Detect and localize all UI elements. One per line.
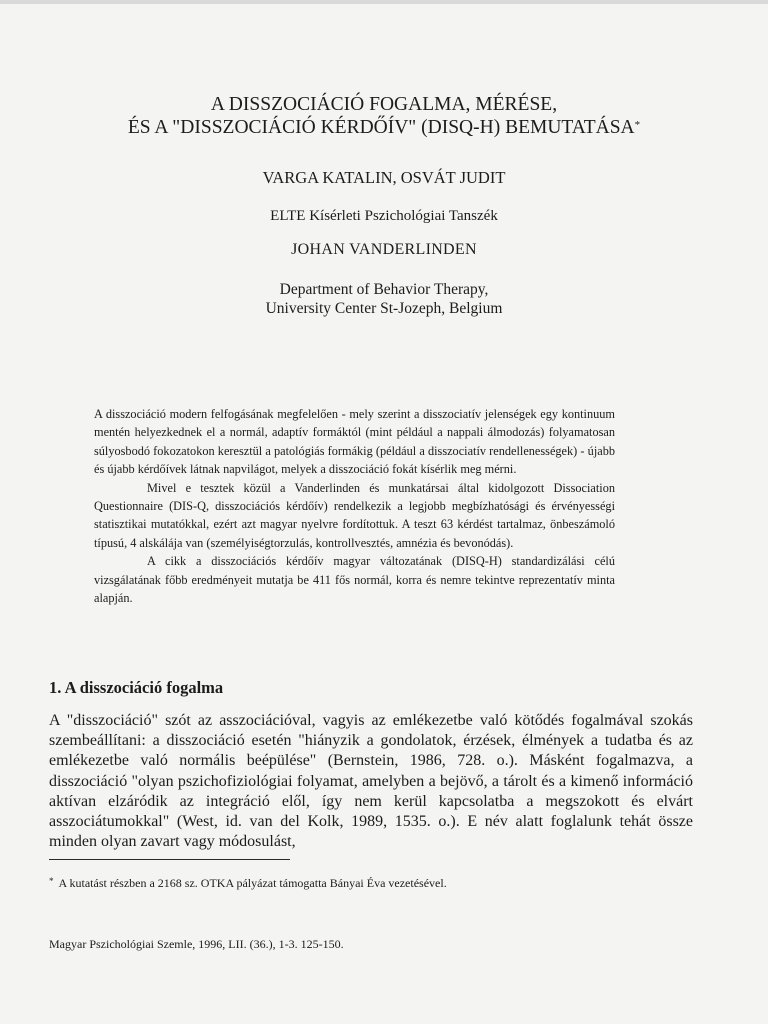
title-line-1: A DISSZOCIÁCIÓ FOGALMA, MÉRÉSE, bbox=[210, 94, 558, 115]
title-footnote-mark: * bbox=[634, 119, 641, 131]
abstract-paragraph-1: A disszociáció modern felfogásának megfelelően - mely szerint a disszociatív jelenségek egy kontinuum mentén helyezkednek el a normál, adaptív formáktól (mint például a nappali álmodozás) folyamatosan súlyosbodó fokozatokon keresztül a patológiás formákig (például a disszociatív rendellenességek) - újabb és újabb kérdőívek látnak napvilágot, melyek a disszociáció fokát kísérlik meg mérni. bbox=[94, 407, 615, 477]
authors-secondary: JOHAN VANDERLINDEN bbox=[291, 241, 477, 258]
abstract bbox=[94, 405, 615, 607]
institution-primary: ELTE Kísérleti Pszichológiai Tanszék bbox=[270, 208, 498, 224]
institution-secondary-line-2: University Center St-Jozeph, Belgium bbox=[265, 300, 503, 317]
journal-reference: Magyar Pszichológiai Szemle, 1996, LII. (36.), 1-3. 125-150. bbox=[49, 937, 344, 951]
title-line-2-text: ÉS A "DISSZOCIÁCIÓ KÉRDŐÍV" (DISQ-H) BEMUTATÁSA bbox=[127, 117, 635, 138]
footnote bbox=[49, 876, 447, 891]
page-top-border bbox=[0, 0, 768, 4]
abstract-paragraph-3: A cikk a disszociációs kérdőív magyar változatának (DISQ-H) standardizálási célú vizsgálatának főbb eredményeit mutatja be 411 fős normál, korra és nemre tekintve reprezentatív minta alapján. bbox=[94, 554, 615, 606]
section-heading: 1. A disszociáció fogalma bbox=[49, 678, 224, 697]
article-title bbox=[40, 93, 728, 139]
body-paragraph: A "disszociáció" szót az asszociációval, vagyis az emlékezetbe való kötődés fogalmával szokás szembeállítani: a disszociáció esetén "hiányzik a gondolatok, érzések, élmények a tudatba és az emlékezetbe való normális beépülése" (Bernstein, 1986, 728. o.). Másként fogalmazva, a disszociáció "olyan pszichofiziológiai folyamat, amelyben a bejövő, a tárolt és a kimenő információ aktívan elzáródik az integráció elől, így nem kerül kapcsolatba a megszokott és elvárt asszociátumokkal" (West, id. van del Kolk, 1989, 1535. o.). E név alatt foglalunk tehát össze minden olyan zavart vagy módosulást, bbox=[49, 712, 693, 851]
abstract-paragraph-2: Mivel e tesztek közül a Vanderlinden és munkatársai által kidolgozott Dissociation Questionnaire (DIS-Q, disszociációs kérdőív) rendelkezik a legjobb megbízhatósági és érvényességi statisztikai mutatókkal, ezért azt magyar nyelvre fordítottuk. A teszt 63 kérdést tartalmaz, önbeszámoló típusú, 4 alskálája van (személyiségtorzulás, kontrollvesztés, amnézia és bevonódás). bbox=[94, 480, 615, 550]
title-line-2 bbox=[40, 116, 728, 139]
footnote-text: A kutatást részben a 2168 sz. OTKA pályázat támogatta Bányai Éva vezetésével. bbox=[58, 876, 447, 890]
footnote-divider bbox=[49, 859, 290, 860]
footnote-mark: * bbox=[49, 876, 54, 886]
institution-secondary-line-1: Department of Behavior Therapy, bbox=[279, 281, 489, 298]
institution-secondary bbox=[40, 280, 728, 318]
body-text bbox=[49, 711, 693, 852]
authors-primary: VARGA KATALIN, OSVÁT JUDIT bbox=[262, 168, 506, 187]
